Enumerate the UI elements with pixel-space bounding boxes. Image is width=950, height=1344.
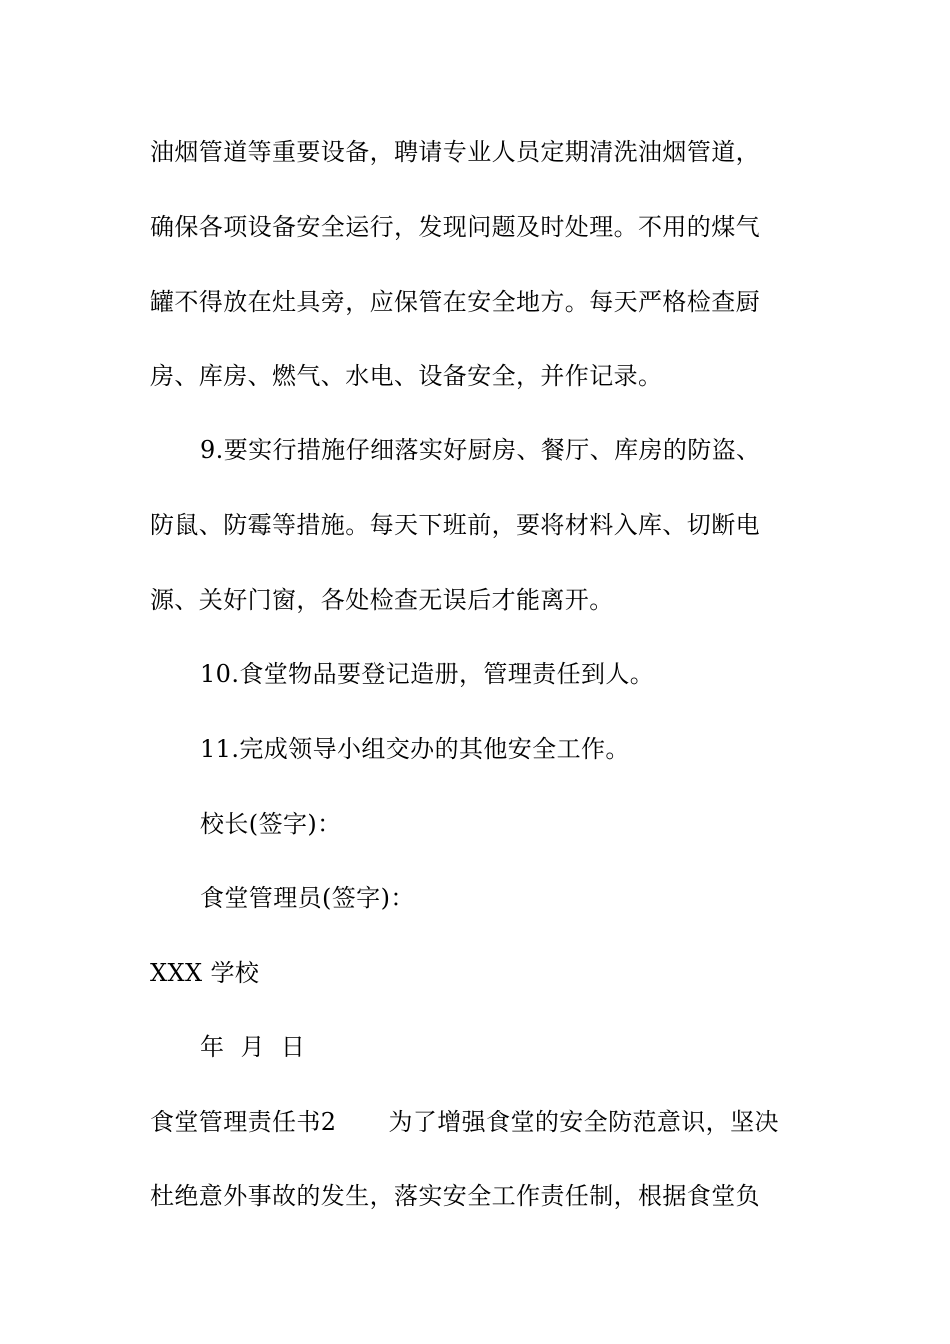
paragraph-line: 防鼠、防霉等措施。每天下班前，要将材料入库、切断电 — [150, 511, 760, 539]
item-11-line: 11.完成领导小组交办的其他安全工作。 — [200, 735, 630, 763]
paragraph-line: 源、关好门窗，各处检查无误后才能离开。 — [150, 586, 614, 614]
date-line: 年 月 日 — [200, 1033, 306, 1061]
item-10-line: 10.食堂物品要登记造册，管理责任到人。 — [200, 660, 655, 688]
item-9-line: 9.要实行措施仔细落实好厨房、餐厅、库房的防盗、 — [200, 436, 761, 464]
manager-signature-label: 食堂管理员(签字)： — [200, 884, 415, 912]
section2-heading-line — [150, 1107, 779, 1137]
paragraph-line: 油烟管道等重要设备，聘请专业人员定期清洗油烟管道， — [150, 138, 760, 166]
section2-first-line: 为了增强食堂的安全防范意识，坚决 — [388, 1108, 779, 1136]
section2-title: 食堂管理责任书2 — [150, 1108, 337, 1136]
school-name: XXX 学校 — [150, 959, 260, 987]
paragraph-line: 确保各项设备安全运行，发现问题及时处理。不用的煤气 — [150, 213, 760, 241]
principal-signature-label: 校长(签字)： — [200, 810, 342, 838]
paragraph-line: 罐不得放在灶具旁，应保管在安全地方。每天严格检查厨 — [150, 288, 760, 316]
paragraph-line: 房、库房、燃气、水电、设备安全，并作记录。 — [150, 362, 663, 390]
paragraph-line: 杜绝意外事故的发生，落实安全工作责任制，根据食堂负 — [150, 1182, 760, 1210]
